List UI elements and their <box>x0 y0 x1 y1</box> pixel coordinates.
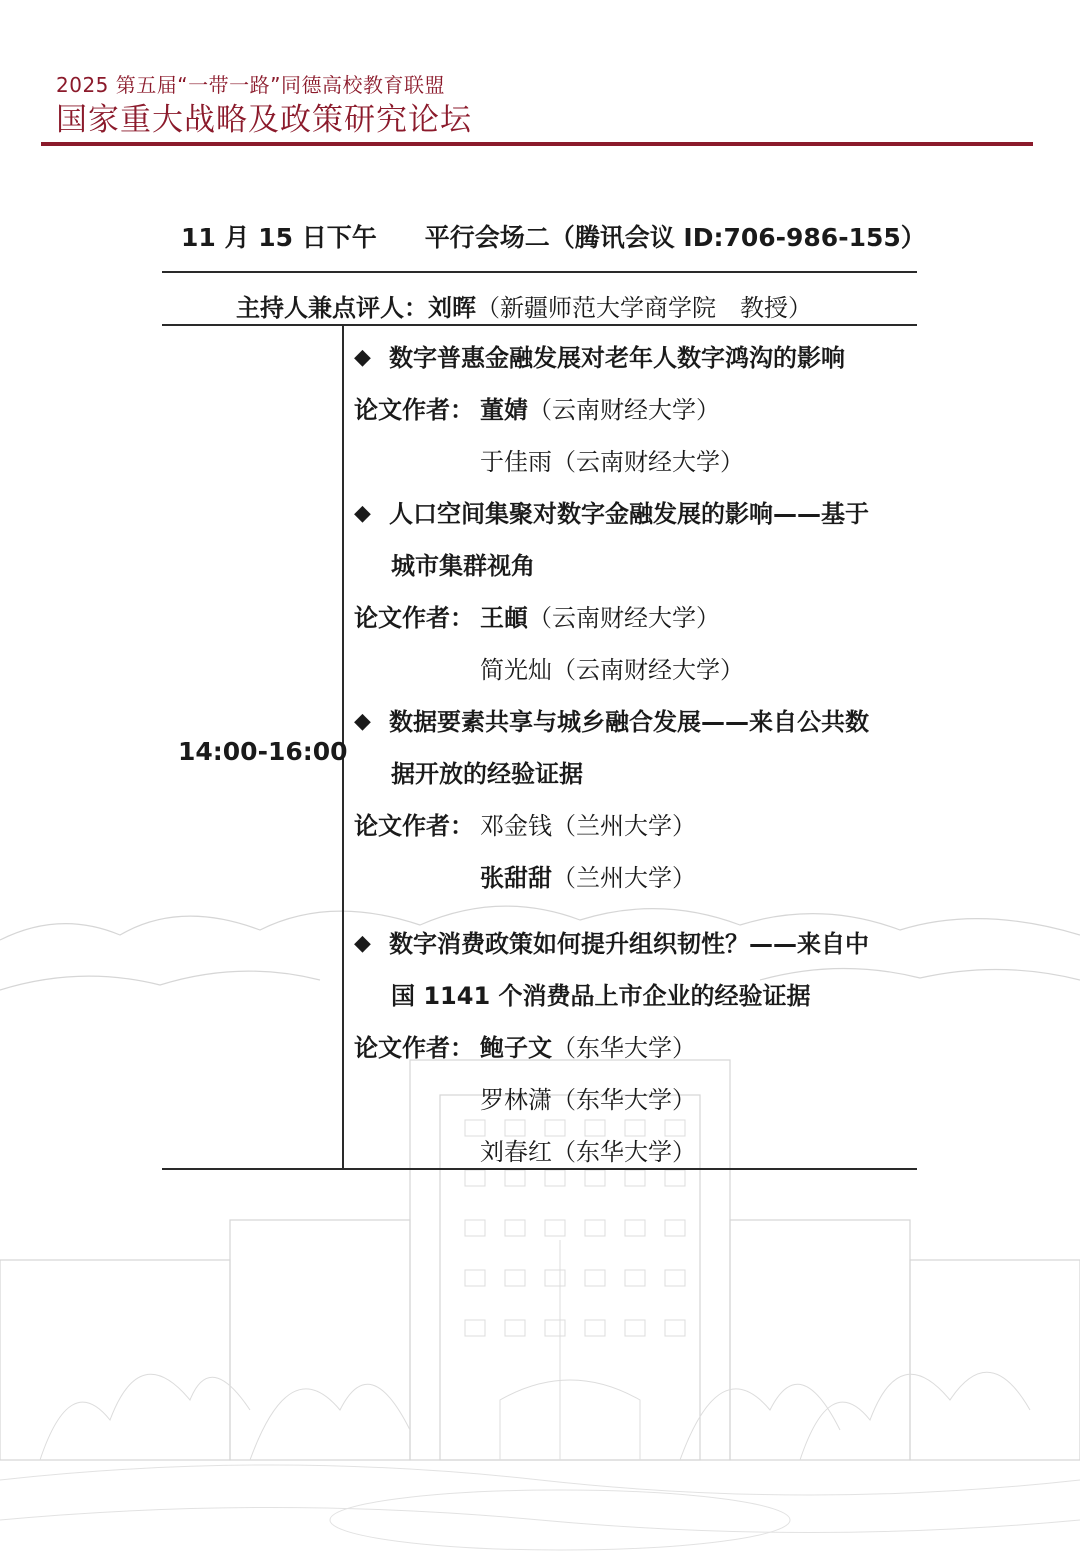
paper-title-line <box>354 332 914 384</box>
author-name: 张甜甜 <box>480 864 552 892</box>
author-name: 王頔 <box>480 604 528 632</box>
author-name: 简光灿 <box>480 656 552 684</box>
author-name: 罗林潇 <box>480 1086 552 1114</box>
author-affiliation: （兰州大学） <box>552 812 696 840</box>
host-affiliation: （新疆师范大学商学院 教授） <box>476 294 812 322</box>
paper-title-line <box>354 918 914 970</box>
paper-title-line <box>354 748 914 800</box>
paper-title-text: 据开放的经验证据 <box>391 760 583 788</box>
diamond-bullet-icon: ◆ <box>354 345 371 370</box>
table-top-rule <box>162 271 917 273</box>
author-name: 刘春红 <box>480 1138 552 1166</box>
author-affiliation: （云南财经大学） <box>552 448 744 476</box>
session-venue: 平行会场二（腾讯会议 ID:706-986-155） <box>424 223 926 252</box>
author-label: 论文作者： <box>354 396 474 424</box>
author-row <box>354 800 914 852</box>
paper-entry <box>354 696 914 904</box>
host-name: 刘晖 <box>428 294 476 322</box>
paper-entry <box>354 488 914 696</box>
diamond-bullet-icon: ◆ <box>354 709 371 734</box>
paper-title-line <box>354 488 914 540</box>
paper-title-line <box>354 696 914 748</box>
paper-list <box>354 332 914 1178</box>
author-row <box>354 644 914 696</box>
paper-entry <box>354 332 914 488</box>
author-row <box>354 1126 914 1178</box>
author-name: 鲍子文 <box>480 1034 552 1062</box>
paper-title-text: 人口空间集聚对数字金融发展的影响——基于 <box>389 500 869 528</box>
author-name: 邓金钱 <box>480 812 552 840</box>
author-affiliation: （云南财经大学） <box>528 396 720 424</box>
author-row <box>354 1022 914 1074</box>
author-label: 论文作者： <box>354 812 474 840</box>
author-row <box>354 436 914 488</box>
author-row <box>354 852 914 904</box>
author-affiliation: （云南财经大学） <box>528 604 720 632</box>
page-header <box>56 72 472 140</box>
paper-title-line <box>354 540 914 592</box>
diamond-bullet-icon: ◆ <box>354 501 371 526</box>
session-heading <box>181 218 926 254</box>
paper-entry <box>354 918 914 1178</box>
author-row <box>354 1074 914 1126</box>
author-label: 论文作者： <box>354 604 474 632</box>
host-row-rule <box>162 324 917 326</box>
author-name: 于佳雨 <box>480 448 552 476</box>
paper-title-text: 数据要素共享与城乡融合发展——来自公共数 <box>389 708 869 736</box>
header-divider <box>41 142 1033 146</box>
author-affiliation: （东华大学） <box>552 1034 696 1062</box>
author-affiliation: （东华大学） <box>552 1138 696 1166</box>
paper-title-text: 数字普惠金融发展对老年人数字鸿沟的影响 <box>389 344 845 372</box>
paper-title-text: 城市集群视角 <box>391 552 535 580</box>
paper-title-text: 国 1141 个消费品上市企业的经验证据 <box>391 982 811 1010</box>
forum-subtitle: 2025 第五届“一带一路”同德高校教育联盟 <box>56 73 445 97</box>
host-label: 主持人兼点评人： <box>236 294 428 322</box>
time-slot: 14:00-16:00 <box>178 737 348 766</box>
author-row <box>354 592 914 644</box>
diamond-bullet-icon: ◆ <box>354 931 371 956</box>
author-label: 论文作者： <box>354 1034 474 1062</box>
forum-title: 国家重大战略及政策研究论坛 <box>56 102 472 138</box>
author-affiliation: （云南财经大学） <box>552 656 744 684</box>
author-affiliation: （兰州大学） <box>552 864 696 892</box>
author-row <box>354 384 914 436</box>
author-name: 董婧 <box>480 396 528 424</box>
author-affiliation: （东华大学） <box>552 1086 696 1114</box>
paper-title-text: 数字消费政策如何提升组织韧性？——来自中 <box>389 930 869 958</box>
paper-title-line <box>354 970 914 1022</box>
spacer <box>354 904 914 918</box>
session-date: 11 月 15 日下午 <box>181 223 377 252</box>
